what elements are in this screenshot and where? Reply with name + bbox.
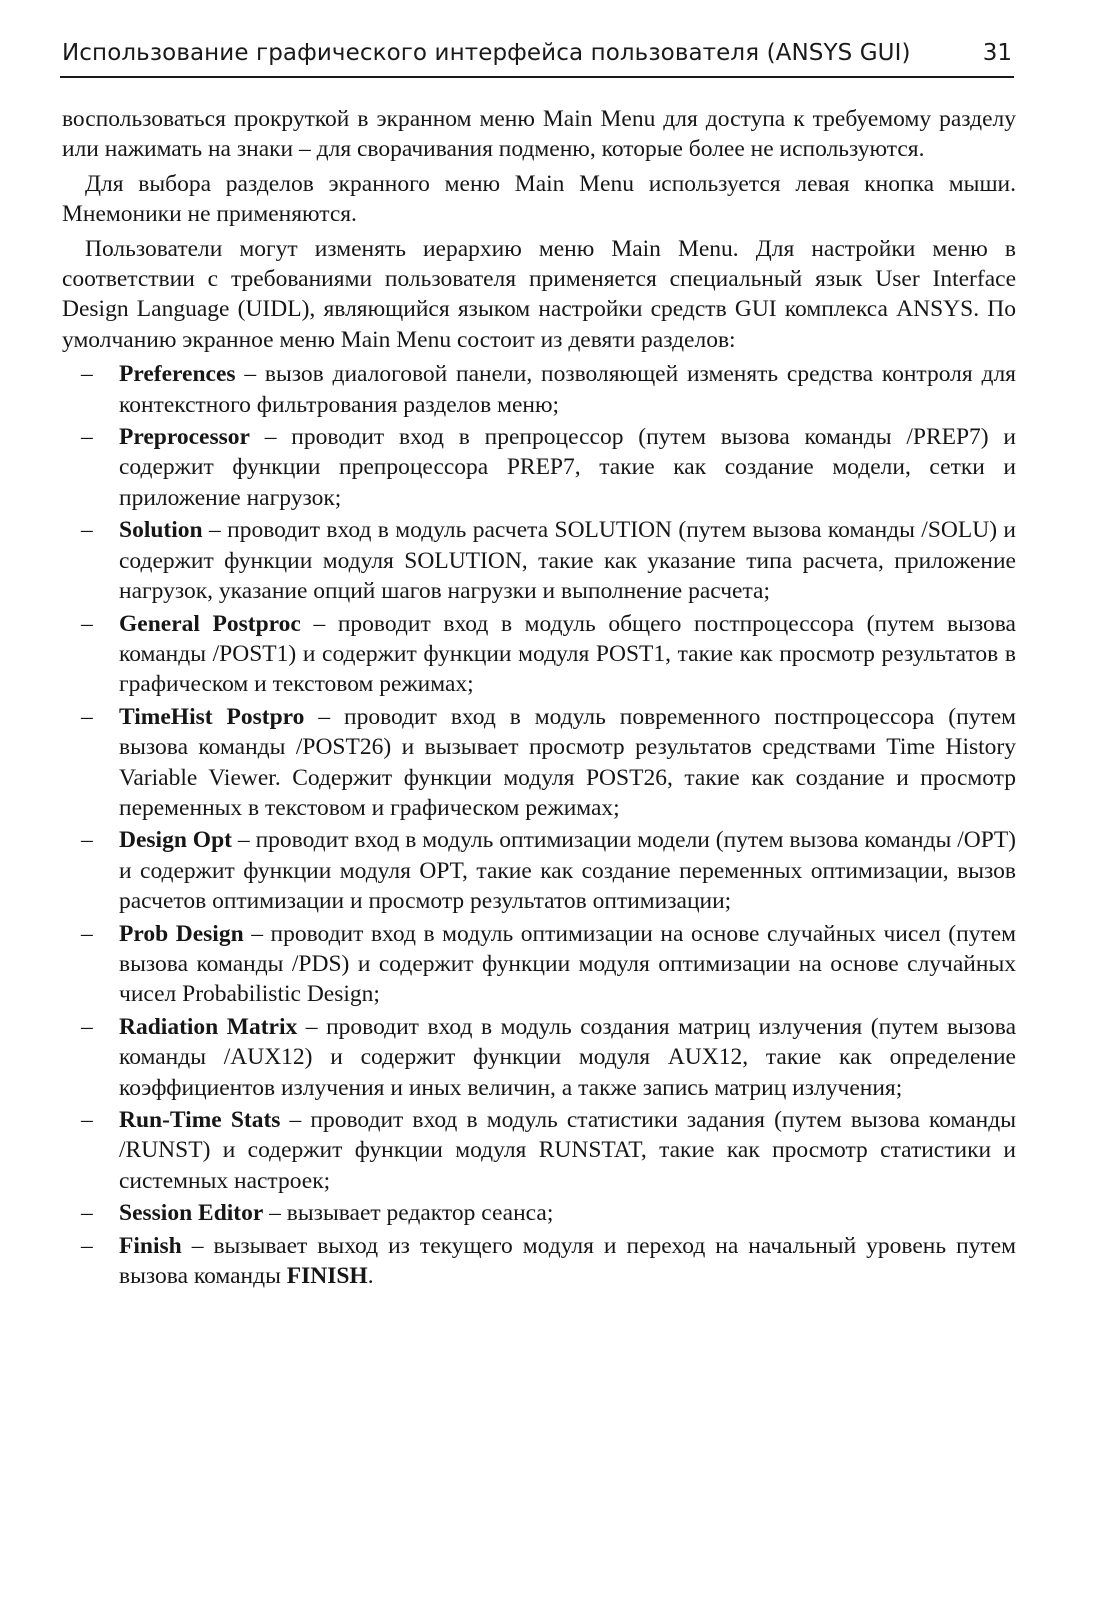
list-item-description: – проводит вход в модуль общего постпроцессора (путем вызова команды /POST1) и содержит функции модуля POST1, такие как просмотр результатов в графическом и текстовом режимах; <box>119 610 1016 698</box>
list-item-description: – проводит вход в модуль оптимизации модели (путем вызова команды /OPT) и содержит функции модуля OPT, такие как создание переменных оптимизации, вызов расчетов оптимизации и просмотр результатов оптимизации; <box>119 827 1016 915</box>
running-head <box>60 36 1014 78</box>
body-text <box>62 104 1016 1293</box>
list-item-term: Run-Time Stats <box>119 1107 281 1133</box>
list-item-preferences <box>62 359 1016 420</box>
list-item-term: Preferences <box>119 361 236 388</box>
list-item-term: Prob Design <box>119 920 244 947</box>
list-item-design-opt <box>62 825 1016 916</box>
finish-command: FINISH <box>286 1263 368 1290</box>
list-item-term: TimeHist Postpro <box>119 703 305 730</box>
list-dash: – <box>81 1107 93 1133</box>
list-item-description: – проводит вход в модуль оптимизации на основе случайных чисел (путем вызова команды /PDS) и содержит функции модуля оптимизации на основе случайных чисел Probabilistic Design; <box>119 920 1016 1008</box>
list-item-term: Session Editor <box>119 1200 264 1227</box>
list-item-term: Finish <box>119 1232 182 1259</box>
list-item-description: – проводит вход в модуль расчета SOLUTION (путем вызова команды /SOLU) и содержит функции модуля SOLUTION, такие как указание типа расчета, приложение нагрузок, указание опций шагов нагрузки и выполнение расчета; <box>119 517 1016 605</box>
list-item-session-editor <box>62 1198 1016 1228</box>
list-item-timehist-postpro <box>62 702 1016 824</box>
list-dash: – <box>81 517 93 544</box>
list-item-description: – проводит вход в модуль статистики задания (путем вызова команды /RUNST) и содержит функции модуля RUNSTAT, такие как просмотр статистики и системных настроек; <box>119 1107 1016 1194</box>
list-item-prob-design <box>62 919 1016 1010</box>
running-head-title: Использование графического интерфейса пользователя (ANSYS GUI) <box>62 40 911 66</box>
list-item-description: – проводит вход в модуль повременного постпроцессора (путем вызова команды /POST26) и вызывает просмотр результатов средствами Time History Variable Viewer. Содержит функции модуля POST26, такие как создание и просмотр переменных в текстовом и графическом режимах; <box>119 703 1017 821</box>
list-dash: – <box>81 424 93 451</box>
paragraph-scroll-menu: воспользоваться прокруткой в экранном меню Main Menu для доступа к требуемому разделу или нажимать на знаки – для сворачивания подменю, которые более не используются. <box>62 106 1016 163</box>
list-item-preprocessor <box>62 422 1016 513</box>
list-item-term: Radiation Matrix <box>119 1013 298 1040</box>
list-dash: – <box>81 1013 93 1040</box>
list-item-term: Preprocessor <box>119 424 250 451</box>
list-dash: – <box>81 827 93 854</box>
list-dash: – <box>81 920 93 947</box>
list-dash: – <box>81 703 93 730</box>
list-dash: – <box>81 361 93 388</box>
list-item-run-time-stats <box>62 1105 1016 1196</box>
list-item-description: – вызов диалоговой панели, позволяющей изменять средства контроля для контекстного фильтрования разделов меню; <box>119 361 1016 418</box>
page-number: 31 <box>982 40 1012 66</box>
list-item-solution <box>62 515 1016 606</box>
list-item-term: Solution <box>119 517 203 544</box>
list-item-description: – проводит вход в модуль создания матриц излучения (путем вызова команды /AUX12) и содержит функции модуля AUX12, такие как определение коэффициентов излучения и иных величин, а также запись матриц излучения; <box>119 1013 1016 1101</box>
list-item-term: General Postproc <box>119 610 301 637</box>
paragraph-menu-hierarchy: Пользователи могут изменять иерархию меню Main Menu. Для настройки меню в соответствии с требованиями пользователя применяется специальный язык User Interface Design Language (UIDL), являющийся языком настройки средств GUI комплекса ANSYS. По умолчанию экранное меню Main Menu состоит из девяти разделов: <box>62 235 1016 353</box>
main-menu-sections-list <box>62 359 1016 1291</box>
list-item-radiation-matrix <box>62 1012 1016 1103</box>
paragraph-mouse-selection: Для выбора разделов экранного меню Main Menu используется левая кнопка мыши. Мнемоники не применяются. <box>62 170 1016 228</box>
list-item-general-postproc <box>62 609 1016 700</box>
list-item-description: – вызывает редактор сеанса; <box>263 1200 554 1227</box>
list-item-description: – проводит вход в препроцессор (путем вызова команды /PREP7) и содержит функции препроцессора PREP7, такие как создание модели, сетки и приложение нагрузок; <box>119 424 1016 511</box>
list-item-tail: . <box>367 1263 374 1290</box>
list-item-term: Design Opt <box>119 827 232 854</box>
list-dash: – <box>81 1200 93 1227</box>
list-item-description: – вызывает выход из текущего модуля и переход на начальный уровень путем вызова команды <box>119 1232 1016 1290</box>
list-item-finish <box>62 1231 1016 1292</box>
list-dash: – <box>81 1232 93 1259</box>
list-dash: – <box>81 610 93 637</box>
